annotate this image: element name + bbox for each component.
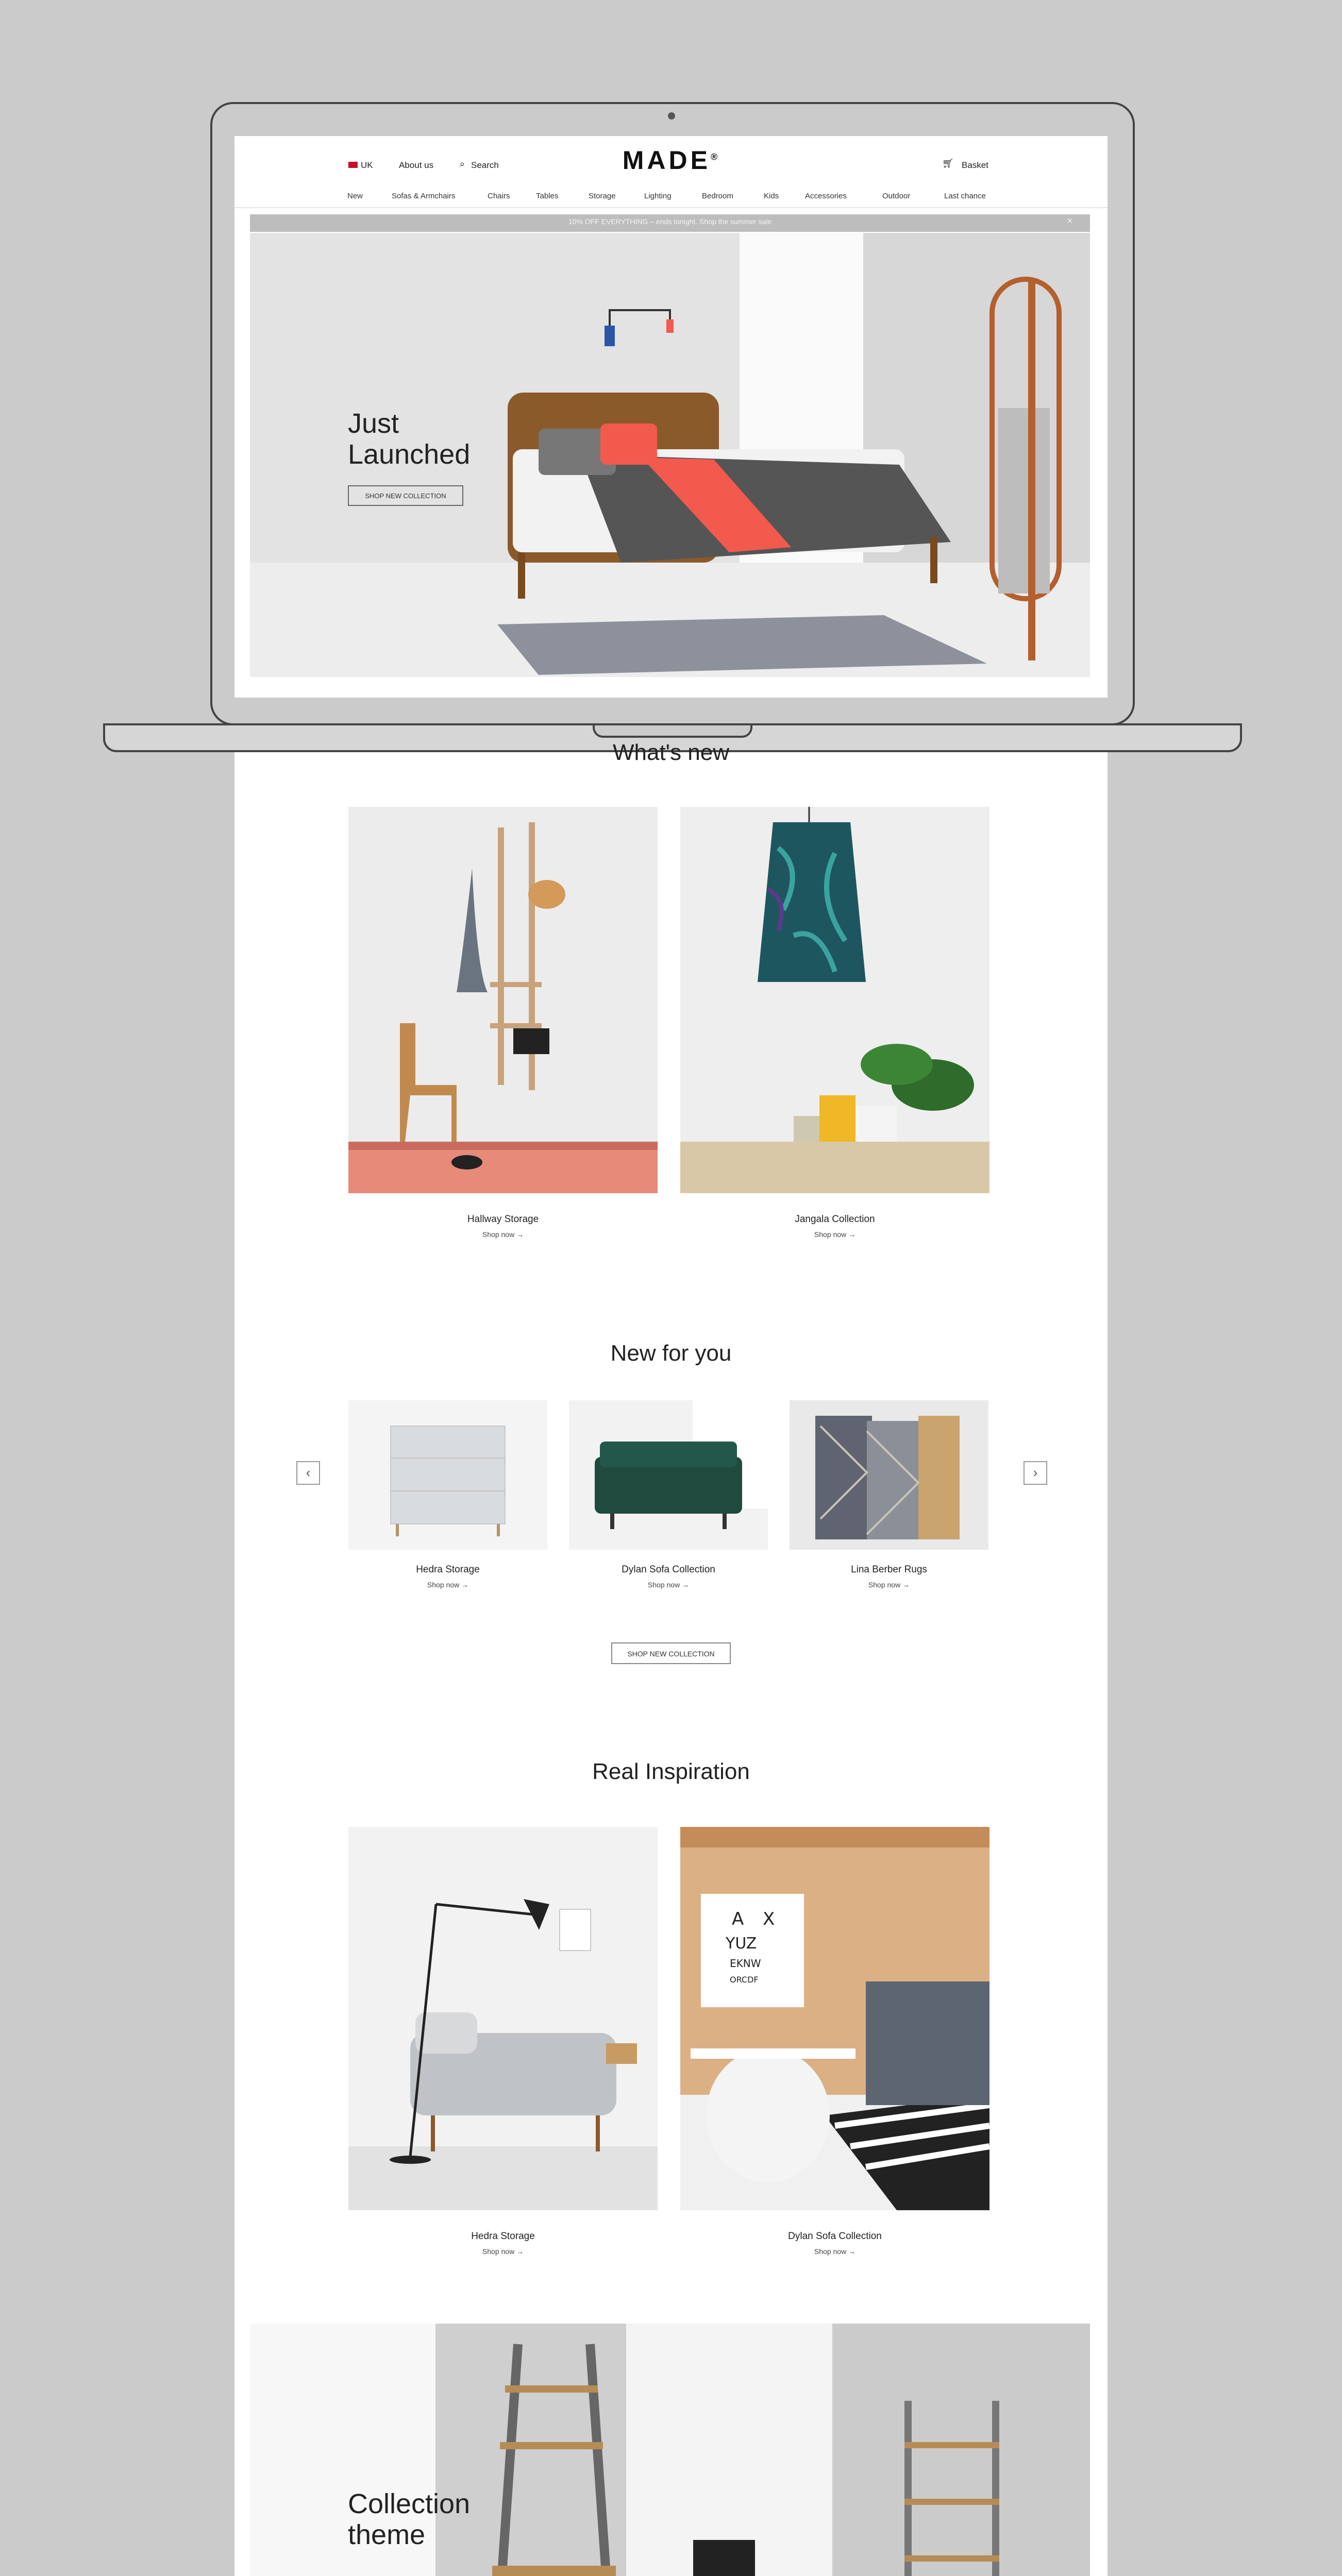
nav-storage[interactable]: Storage (589, 192, 616, 200)
eye-chart-yuz: YUZ (726, 1935, 757, 1953)
whats-new-caption: Jangala Collection (795, 1214, 875, 1225)
product-card-shop-link[interactable]: Shop now → (868, 1581, 910, 1589)
carousel-prev-button[interactable]: ‹ (296, 1461, 320, 1485)
nav-tables[interactable]: Tables (536, 192, 559, 200)
product-card-image[interactable] (348, 1400, 547, 1550)
search-icon[interactable]: ⌕ (460, 159, 465, 169)
inspiration-photo[interactable] (680, 1827, 989, 2210)
whats-new-title: What's new (612, 740, 730, 765)
nav-kids[interactable]: Kids (764, 192, 779, 200)
nav-divider (234, 207, 1108, 208)
made-logo[interactable] (613, 145, 727, 175)
collection-title (348, 2488, 470, 2550)
laptop-camera (668, 112, 675, 120)
collection-title-line1: Collection (348, 2488, 471, 2519)
promo-text: 10% OFF EVERYTHING – ends tonight. Shop the summer sale (568, 217, 772, 226)
dylan-sofa-illustration (569, 1400, 768, 1550)
nav-new[interactable]: New (347, 192, 363, 200)
product-card-title[interactable]: Hedra Storage (416, 1564, 480, 1575)
jangala-photo[interactable] (680, 807, 989, 1193)
inspiration-photo[interactable] (348, 1827, 658, 2210)
product-card-shop-link[interactable]: Shop now → (647, 1581, 690, 1589)
hallway-photo[interactable] (348, 807, 658, 1193)
basket-link[interactable]: Basket (962, 160, 988, 170)
eye-chart-x: X (763, 1909, 775, 1929)
hedra-drawers-illustration (348, 1400, 547, 1550)
berber-rugs-illustration (790, 1400, 988, 1550)
inspiration-title: Real Inspiration (592, 1759, 750, 1784)
kids-room-illustration (680, 1827, 989, 2210)
new-for-you-title: New for you (610, 1341, 732, 1366)
about-link[interactable]: About us (399, 160, 434, 170)
collection-banner (250, 2324, 1090, 2576)
laptop-notch (593, 725, 752, 738)
logo-mark: ® (710, 151, 718, 162)
hero-title-line2: Launched (348, 439, 471, 470)
logo-text: MADE (622, 146, 711, 175)
basket-icon[interactable]: 🛒︎ (942, 158, 954, 168)
hero-banner (250, 233, 1090, 677)
hero-title (348, 408, 554, 470)
nav-chairs[interactable]: Chairs (488, 192, 510, 200)
uk-flag-icon (348, 162, 358, 168)
inspiration-caption: Hedra Storage (471, 2231, 535, 2242)
carousel-next-button[interactable]: › (1024, 1461, 1047, 1485)
inspiration-shop-link[interactable]: Shop now → (814, 2247, 856, 2256)
eye-chart-eknw: EKNW (730, 1957, 761, 1970)
hero-shop-button[interactable]: SHOP NEW COLLECTION (348, 485, 463, 506)
hallway-illustration (348, 807, 658, 1193)
whats-new-caption: Hallway Storage (467, 1214, 539, 1225)
hero-title-line1: Just (348, 408, 399, 439)
product-card-image[interactable] (569, 1400, 768, 1550)
whats-new-shop-link[interactable]: Shop now → (814, 1230, 856, 1239)
inspiration-caption: Dylan Sofa Collection (788, 2231, 882, 2242)
product-card-title[interactable]: Lina Berber Rugs (851, 1564, 927, 1575)
collection-title-line2: theme (348, 2519, 426, 2550)
close-icon[interactable]: × (1067, 215, 1073, 227)
nav-bedroom[interactable]: Bedroom (702, 192, 733, 200)
product-card-image[interactable] (790, 1400, 988, 1550)
nav-outdoor[interactable]: Outdoor (882, 192, 911, 200)
eye-chart-orcdf: ORCDF (730, 1975, 759, 1985)
jangala-illustration (680, 807, 989, 1193)
nav-sofas[interactable]: Sofas & Armchairs (392, 192, 456, 200)
living-room-illustration (348, 1827, 658, 2210)
nav-lighting[interactable]: Lighting (644, 192, 672, 200)
search-link[interactable]: Search (471, 160, 499, 170)
nav-last-chance[interactable]: Last chance (944, 192, 986, 200)
product-card-title[interactable]: Dylan Sofa Collection (622, 1564, 715, 1575)
country-selector[interactable]: UK (361, 160, 373, 170)
product-card-shop-link[interactable]: Shop now → (427, 1581, 469, 1589)
inspiration-shop-link[interactable]: Shop now → (482, 2247, 524, 2256)
whats-new-shop-link[interactable]: Shop now → (482, 1230, 524, 1239)
nav-accessories[interactable]: Accessories (805, 192, 847, 200)
eye-chart-a: A (732, 1909, 744, 1929)
new-for-you-shop-button[interactable]: SHOP NEW COLLECTION (611, 1642, 731, 1664)
